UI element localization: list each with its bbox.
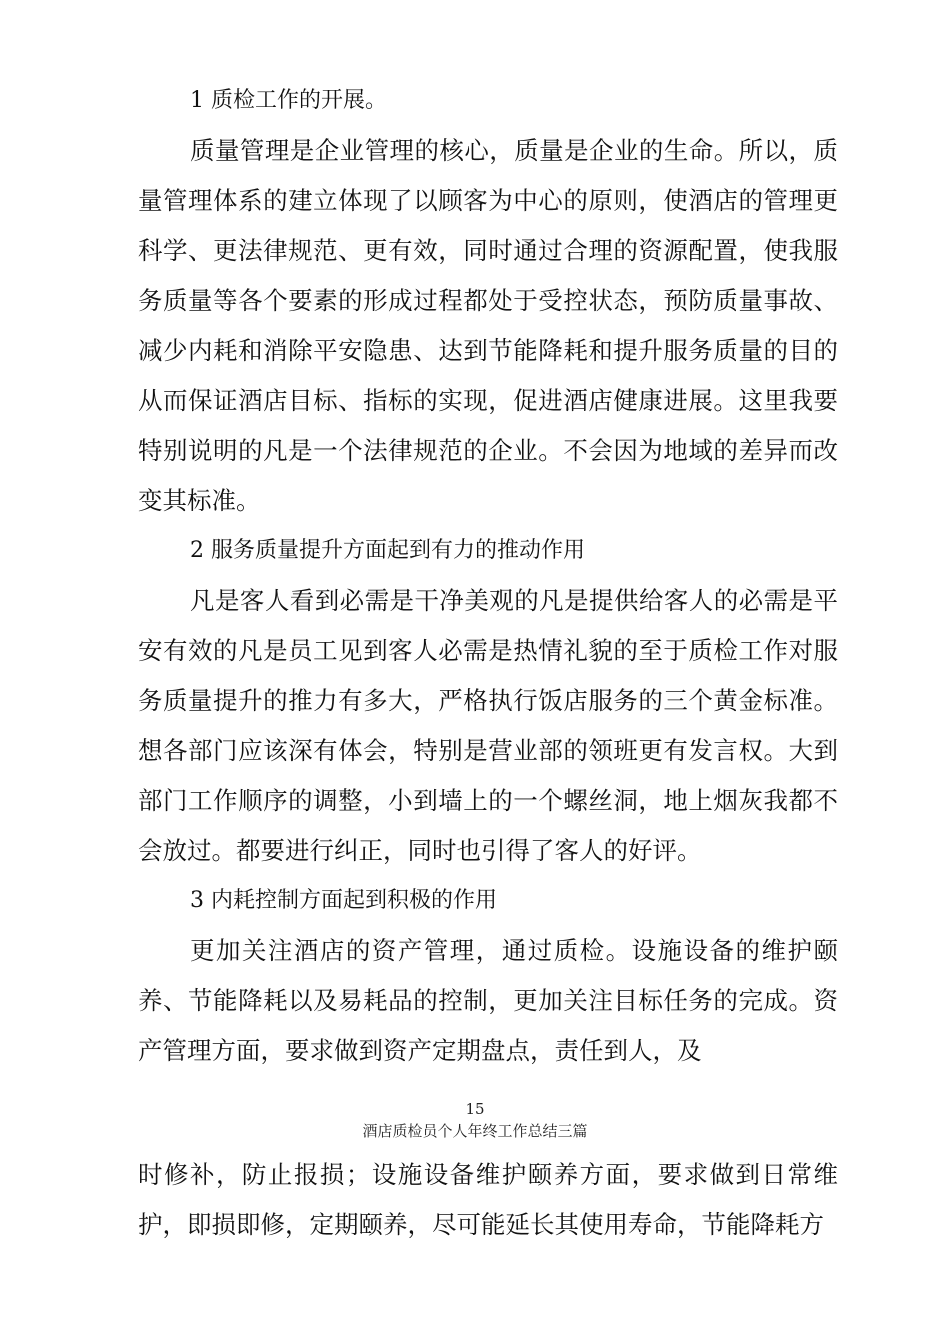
page-number: 15 <box>465 1100 485 1118</box>
page-two-content <box>138 1150 838 1250</box>
page-one-content <box>138 76 838 1076</box>
paragraph-continued: 时修补，防止报损；设施设备维护颐养方面，要求做到日常维护，即损即修，定期颐养，尽可能延长其使用寿命，节能降耗方 <box>138 1160 838 1239</box>
section-heading-2: 2 服务质量提升方面起到有力的推动作用 <box>190 538 585 563</box>
page-footer <box>0 1098 950 1142</box>
paragraph-2: 凡是客人看到必需是干净美观的凡是提供给客人的必需是平安有效的凡是员工见到客人必需是热情礼貌的至于质检工作对服务质量提升的推力有多大，严格执行饭店服务的三个黄金标准。想各部门应该深有体会，特别是营业部的领班更有发言权。大到部门工作顺序的调整，小到墙上的一个螺丝洞，地上烟灰我都不会放过。都要进行纠正，同时也引得了客人的好评。 <box>138 586 838 865</box>
section-heading-1: 1 质检工作的开展。 <box>190 88 387 113</box>
paragraph-1: 质量管理是企业管理的核心，质量是企业的生命。所以，质量管理体系的建立体现了以顾客为中心的原则，使酒店的管理更科学、更法律规范、更有效，同时通过合理的资源配置，使我服务质量等各个要素的形成过程都处于受控状态，预防质量事故、减少内耗和消除平安隐患、达到节能降耗和提升服务质量的目的从而保证酒店目标、指标的实现，促进酒店健康进展。这里我要特别说明的凡是一个法律规范的企业。不会因为地域的差异而改变其标准。 <box>138 136 838 515</box>
footer-doc-title: 酒店质检员个人年终工作总结三篇 <box>362 1122 588 1140</box>
section-heading-3: 3 内耗控制方面起到积极的作用 <box>190 888 497 913</box>
paragraph-3: 更加关注酒店的资产管理，通过质检。设施设备的维护颐养、节能降耗以及易耗品的控制，更加关注目标任务的完成。资产管理方面，要求做到资产定期盘点，责任到人，及 <box>138 936 838 1065</box>
